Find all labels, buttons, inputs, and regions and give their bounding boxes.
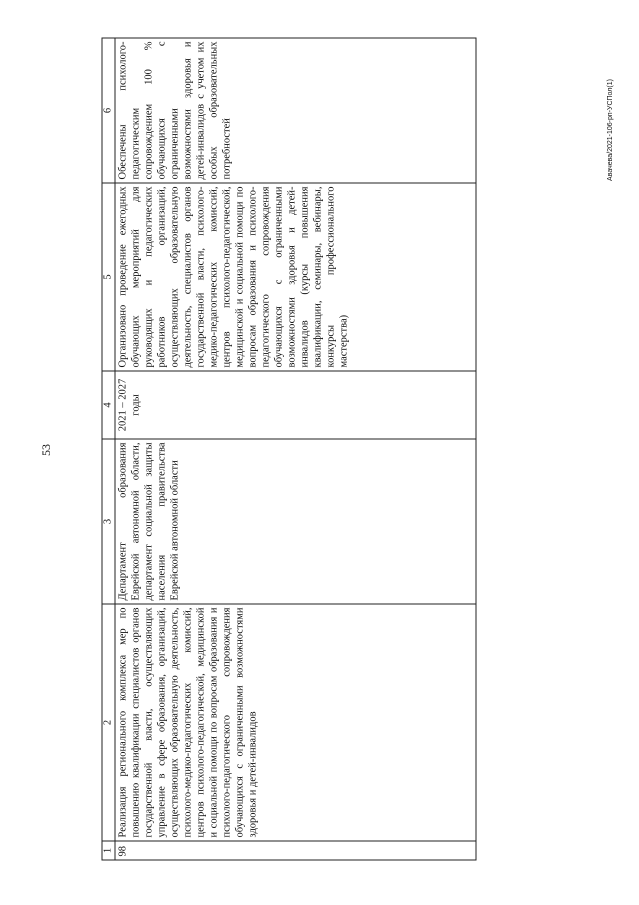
indicator-cell: Обеспечены психолого-педагогическим сопровождением 100 % обучающихся с ограниченными возможностями здоровья и детей-инвалидов с учетом их особых образовательных потребностей <box>115 38 476 183</box>
column-header: 2 <box>102 604 115 841</box>
measure-cell: Реализация регионального комплекса мер по повышению квалификации специалистов органов государственной власти, осуществляющих управление в сфере образования, организаций, осуществляющих образовательную деятельность, психолого-медико-педагогических комиссий, центров психолого-педагогической, медицинской и социальной помощи по вопросам образования и психолого-педагогического сопровождения обучающихся с ограниченными возможностями здоровья и детей-инвалидов <box>115 604 476 841</box>
column-header: 1 <box>102 841 115 860</box>
column-header: 4 <box>102 371 115 439</box>
page-number: 53 <box>39 444 53 456</box>
result-cell: Организовано проведение ежегодных обучающих мероприятий для руководящих и педагогических работников организаций, осуществляющих образовательную деятельность, специалистов органов государственной власти, психолого-медико-педагогических комиссий, центров психолого-педагогической, медицинской и социальной помощи по вопросам образования и психолого-педагогического сопровождения обучающихся с ограниченными возможностями здоровья и детей-инвалидов (курсы повышения квалификации, семинары, вебинары, конкурсы профессионального мастерства) <box>115 183 476 371</box>
column-header: 3 <box>102 439 115 604</box>
period-cell: 2021 – 2027 годы <box>115 371 476 439</box>
rotated-table-container <box>102 38 477 860</box>
document-code: Авачева/2021-106-рп-УСПол(1) <box>607 79 614 181</box>
table-header-row <box>102 38 115 860</box>
measures-table <box>102 37 477 860</box>
column-header: 6 <box>102 38 115 183</box>
executor-cell: Департамент образования Еврейской автономной области, департамент социальной защиты населения правительства Еврейской автономной области <box>115 439 476 604</box>
column-header: 5 <box>102 183 115 371</box>
table-row <box>115 38 476 860</box>
row-number-cell: 98 <box>115 841 476 860</box>
